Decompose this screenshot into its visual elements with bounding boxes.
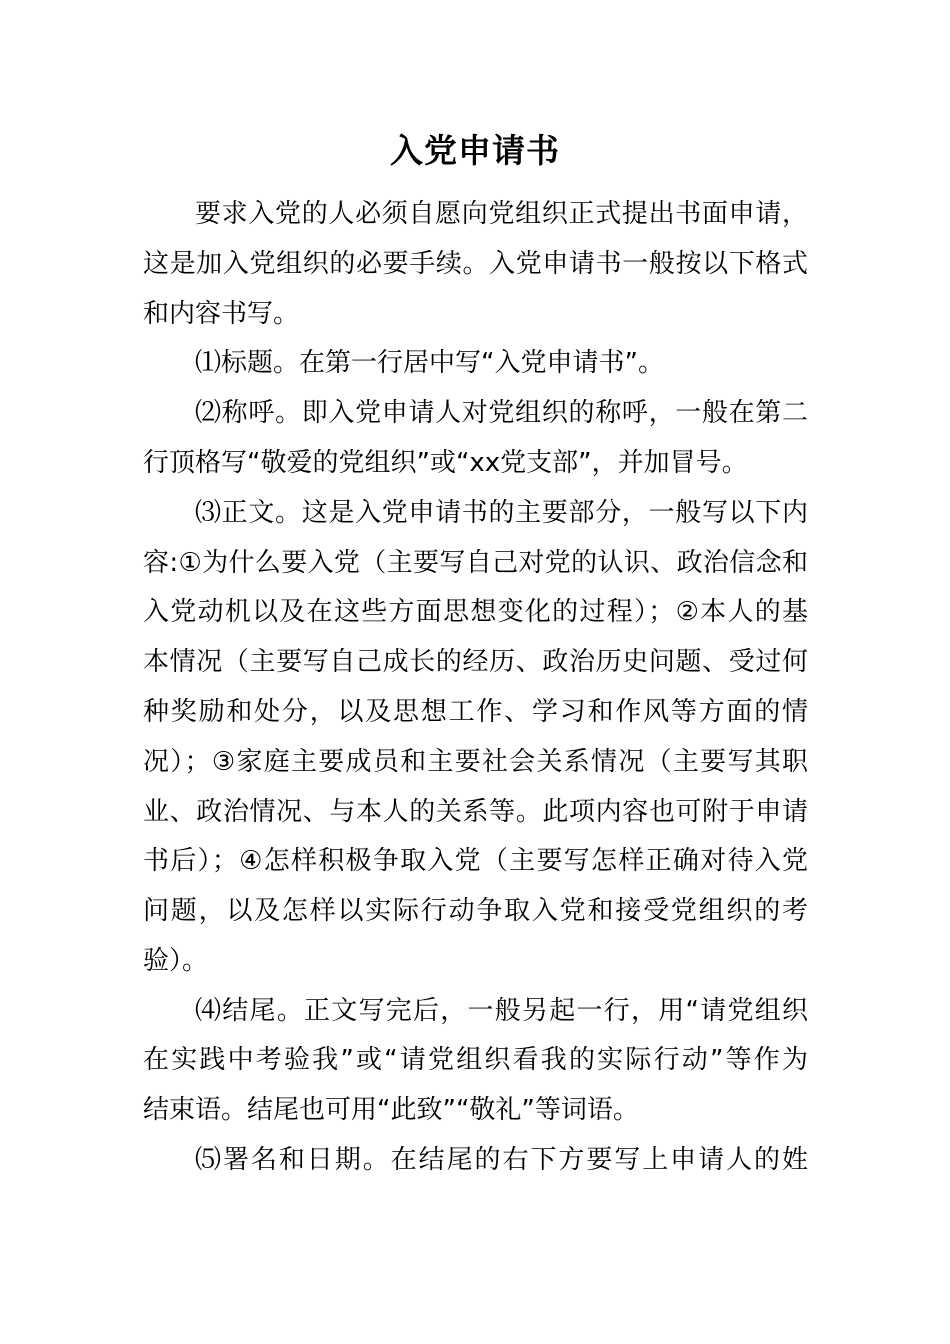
paragraph-line: 业、政治情况、与本人的关系等。此项内容也可附于申请 — [143, 797, 808, 827]
paragraph-line: ⑷结尾。正文写完后，一般另起一行，用“请党组织 — [195, 996, 808, 1026]
paragraph-line: ⑸署名和日期。在结尾的右下方要写上申请人的姓 — [195, 1145, 808, 1175]
paragraph-line: 问题，以及怎样以实际行动争取入党和接受党组织的考 — [143, 896, 808, 926]
paragraph-line: 在实践中考验我”或“请党组织看我的实际行动”等作为 — [143, 1045, 808, 1075]
paragraph-line: 入党动机以及在这些方面思想变化的过程）；②本人的基 — [143, 597, 808, 627]
paragraph-line: 这是加入党组织的必要手续。入党申请书一般按以下格式 — [143, 249, 808, 279]
paragraph-line: 书后）；④怎样积极争取入党（主要写怎样正确对待入党 — [143, 846, 808, 876]
paragraph-line: 种奖励和处分，以及思想工作、学习和作风等方面的情 — [143, 697, 808, 727]
paragraph-line: 验）。 — [143, 946, 209, 976]
paragraph-line: 况）；③家庭主要成员和主要社会关系情况（主要写其职 — [143, 747, 808, 777]
paragraph-line: ⑴标题。在第一行居中写“入党申请书”。 — [195, 348, 664, 378]
paragraph-line: 结束语。结尾也可用“此致”“敬礼”等词语。 — [143, 1095, 639, 1125]
paragraph-line: ⑶正文。这是入党申请书的主要部分，一般写以下内 — [195, 498, 808, 528]
paragraph-line: ⑵称呼。即入党申请人对党组织的称呼，一般在第二 — [195, 398, 808, 428]
paragraph-line: 要求入党的人必须自愿向党组织正式提出书面申请， — [195, 199, 808, 229]
paragraph-line: 本情况（主要写自己成长的经历、政治历史问题、受过何 — [143, 647, 808, 677]
document-title: 入党申请书 — [390, 131, 560, 170]
paragraph-line: 和内容书写。 — [143, 299, 300, 329]
paragraph-line: 行顶格写“敬爱的党组织”或“xx党支部”，并加冒号。 — [143, 448, 748, 478]
paragraph-line: 容:①为什么要入党（主要写自己对党的认识、政治信念和 — [143, 548, 808, 578]
